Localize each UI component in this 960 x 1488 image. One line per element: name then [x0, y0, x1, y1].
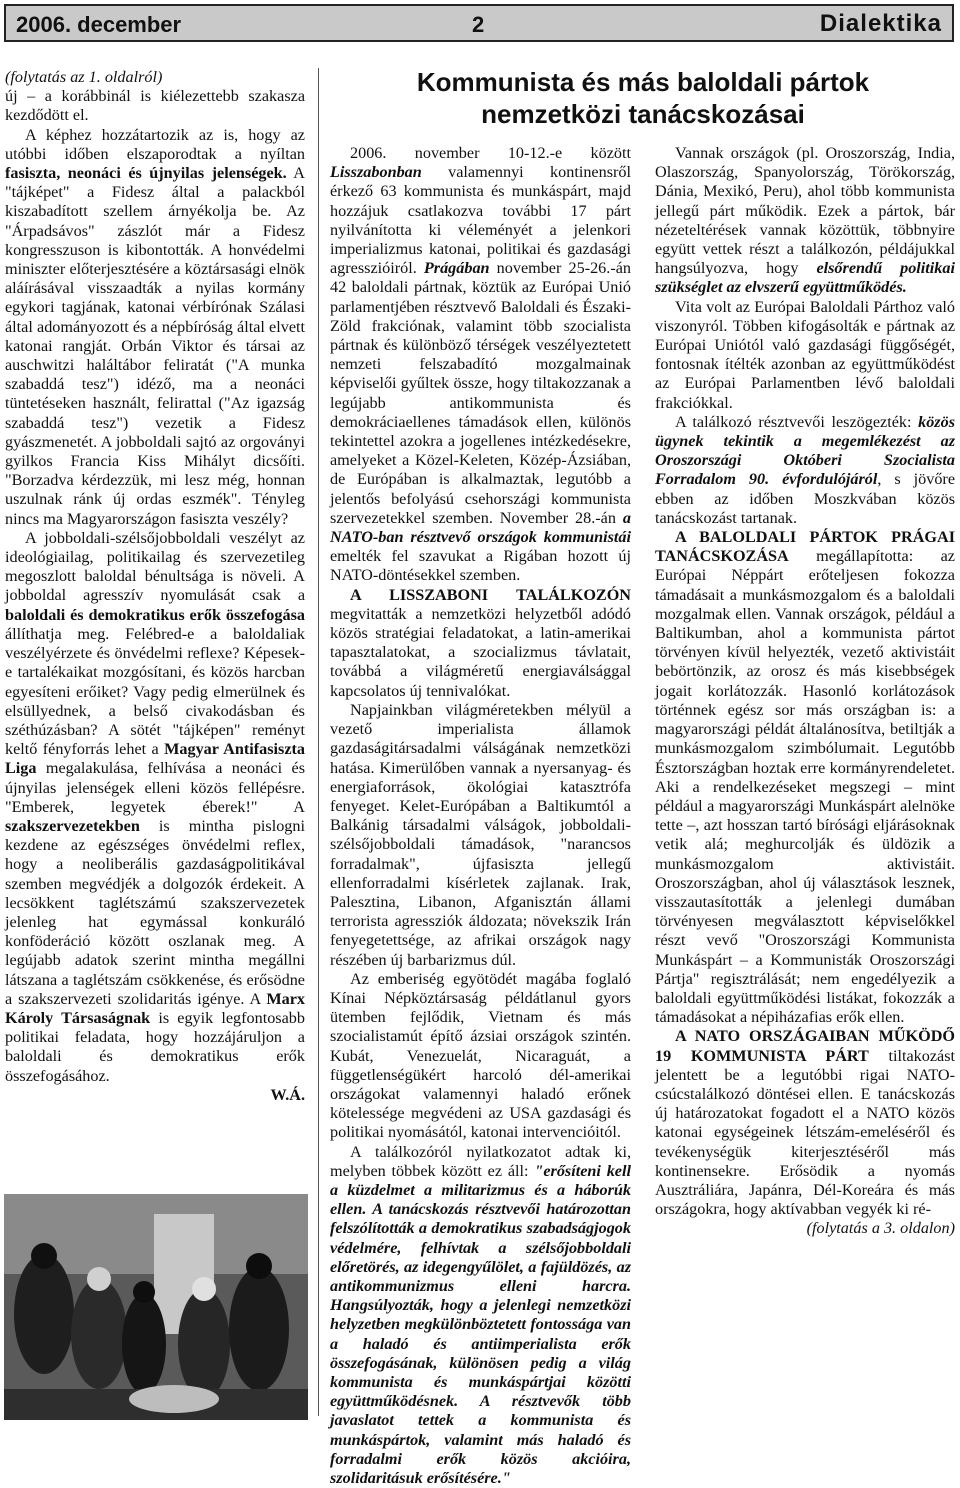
issue-date: 2006. december [16, 12, 182, 37]
section-heading: A NATO ORSZÁGAIBAN MŰKÖDŐ 19 KOMMUNISTA PÁRT [655, 1027, 955, 1065]
author-signature: W.Á. [270, 1085, 305, 1104]
paragraph: A találkozóról nyilatkozatot adtak ki, melyben többek között ez áll: "erősíteni kell a küzdelmet a militarizmus és a háborúk ellen. A tanácskozás résztvevői határozottan felszólították a demokratikus szabadságjogok védelmére, felhívtak a szélsőjobboldali előretörés, az idegengyűlölet, a fajüldözés, az antikommunizmus elleni harcra. Hangsúlyozták, hogy a jelenlegi nemzetközi helyzetben megkülönböztetett fontossága van a haladó és antiimperialista erők összefogásának, különösen pedig a világ kommunista és munkáspártjai közötti együttműködésnek. A résztvevők több javaslatot tettek a kommunista és munkáspártok, valamint más haladó és forradalmi erők közös akcióira, szolidaritásuk erősítésére." [330, 1142, 631, 1488]
section-heading: A LISSZABONI TALÁLKOZÓN [350, 585, 631, 604]
article-headline: Kommunista és más baloldali pártok nemzetközi tanácskozásai [416, 67, 870, 129]
continued-to: (folytatás a 3. oldalon) [806, 1219, 955, 1238]
section-heading: A BALOLDALI PÁRTOK PRÁGAI TANÁCSKOZÁSA [655, 528, 955, 566]
paragraph: Vita volt az Európai Baloldali Párthoz való viszonyról. Többen kifogásolták e pártnak az Európai Uniótól való gazdasági függőségét, fontosnak ítélték azonban az együttműködést az Európai Parlamentben lévő baloldali frakciókkal. [655, 297, 955, 412]
continued-from: (folytatás az 1. oldalról) [5, 68, 163, 86]
news-photo [4, 1194, 308, 1420]
paragraph: 2006. november 10-12.-e között Lisszabonban valamennyi kontinensről érkező 63 kommunista és munkáspárt, majd hozzájuk csatlakozva további 17 párt nyilvánította ki véleményét a jelenkori imperializmus katonai, politikai és gazdasági agresszióiról. Prágában november 25-26.-án 42 baloldali pártnak, köztük az Európai Unió parlamentjében résztvevő Baloldali és Északi-Zöld frakciónak, valamint több szocialista pártnak és különböző térségek veszélyeztetett nemzeti felszabadító mozgalmainak képviselői gyűltek össze, hogy tiltakozzanak a legújabb antikommunista és demokráciaellenes támadások ellen, különös tekintettel azokra a jogellenes intézkedésekre, amelyeket a Közel-Keleten, Közép-Ázsiában, de Európában is alkalmaztak, legutóbb a jelentős befolyású csehországi kommunista szervezetekkel szemben. November 28.-án a NATO-ban résztvevő országok kommunistái emelték fel szavukat a Rigában hozott új NATO-döntésekkel szemben. [330, 144, 631, 585]
column-left [5, 68, 305, 1105]
column-middle [330, 144, 631, 1488]
paragraph: Napjainkban világméretekben mélyül a vezető imperialista államok gazdaságitársadalmi válságának nemzetközi hatása. Kimerülőben vannak a nyersanyag- és energiaforrások, ökológiai katasztrófa fenyeget. Kelet-Európában a Baltikumtól a Balkánig társadalmi válságok, jobboldali-szélsőjobboldali támadások, "narancsos forradalmak", újfasiszta jellegű ellenforradalmi kísérletek zajlanak. Irak, Palesztina, Libanon, Afganisztán állami terrorista agressziók áldozata; növekszik Irán fenyegetettsége, az afrikai országok nagy részében új barbarizmus dúl. [330, 700, 631, 969]
paragraph: Az emberiség egyötödét magába foglaló Kínai Népköztársaság példátlanul gyors ütemben fejlődik, Vietnam és más szocialistamút építő ázsiai országok szintén. Kubát, Venezuelát, Nicaraguát, a függetlenségükért harcoló dél-amerikai országokat valamennyi haladó erőnek kötelessége megvédeni az USA gazdasági és politikai nyomásától, katonai intervencióitól. [330, 969, 631, 1142]
publication-title: Dialektika [819, 10, 942, 37]
page-header [4, 4, 954, 42]
paragraph: A NATO ORSZÁGAIBAN MŰKÖDŐ 19 KOMMUNISTA PÁRT tiltakozást jelentett be a legutóbbi rigai NATO-csúcstalálkozó döntései ellen. E tanácskozás új határozatokat fogadott el a NATO közös katonai egységeinek létszám-emeléséről és tevékenységük kiterjesztéséről más kontinensekre. Erősödik a nyomás Ausztráliára, Japánra, Dél-Koreára és más országokra, hogy aktívabban vegyék ki ré- [655, 1027, 955, 1219]
paragraph: új – a korábbinál is kiélezettebb szakasza kezdődött el. [5, 87, 305, 125]
paragraph: A képhez hozzátartozik az is, hogy az utóbbi időben elszaporodtak a nyíltan fasiszta, neonáci és újnyilas jelenségek. A "tájképet" a Fidesz által a palackból kiszabadított szellem árnyékolja be. Az "Árpadsávos" zászlót már a Fidesz kongresszuson is kibontották. A honvédelmi miniszter előterjesztésére a köztársasági elnök aláírásával visszaadták a nyilas kormány egykori tagjának, katonai vérbírónak Szálasi által adományozott és a népbíróság által elvett katonai rangját. Orbán Viktor és társai az auschwitzi haláltábor feliratát ("A munka szabaddá tesz") idéző, ma a neonáci tüntetéseken használt, felirattal ("Az igazság szabaddá tesz") vezetik a Fidesz gyászmenetét. A jobboldali sajtó az orgoványi gyilkos Francia Kiss Mihályt dicsőíti. "Borzadva kérdezzük, mi lesz még, honnan uszulnak ránk új ordas eszmék". Tényleg nincs ma Magyarországon fasiszta veszély? [5, 125, 305, 528]
paragraph: A jobboldali-szélsőjobboldali veszélyt az ideológiailag, politikailag és szervezetileg megoszlott baloldal bénultsága is növeli. A jobboldal agresszív nyomulását csak a baloldali és demokratikus erők összefogása állíthatja meg. Felébred-e a baloldaliak veszélyérzete és önvédelmi reflexe? Képesek-e tartalékaikat mozgósítani, és közös harcban egyesíteni erőiket? Vagy pedig elmerülnek és elsüllyednek, a belső civakodásban és széthúzásban? A sötét "tájképen" reményt keltő fényforrás lehet a Magyar Antifasiszta Liga megalakulása, felhívása a neonáci és újnyilas jelenségek elleni közös fellépésre. "Emberek, legyetek éberek!" A szakszervezetekben is mintha pislogni kezdene az egészséges önvédelmi reflex, hogy a neoliberális gazdaságpolitikával szemben megvédjék a dolgozók érdekeit. A lecsökkent taglétszámú szakszervezetek jelenleg hat egymással konkuráló konföderáció között oszlanak meg. A legújabb adatok szerint mintha megállni látszana a taglétszám csökkenése, és erősödne a szakszervezeti szolidaritás igénye. A Marx Károly Társaságnak is egyik legfontosabb politikai feladata, hogy hozzájáruljon a baloldali és demokratikus erők összefogásához. [5, 528, 306, 1085]
paragraph: A BALOLDALI PÁRTOK PRÁGAI TANÁCSKOZÁSA megállapította: az Európai Néppárt erőteljesen fokozza támadásait a munkásmozgalom és a baloldali mozgalmak ellen. Vannak országok, például a Baltikumban, ahol a kommunista pártot törvényen kívül helyezték, vezető aktivistáit bebörtönzik, az orosz és más kisebbségek jogait korlátozzák. Hasonló korlátozások történnek egész sor más országban is: a magyarországi példát általánosítva, betiltják a munkásmozgalom szimbólumait. Legutóbb Észtországban hoztak erre kormányrendeletet. Aki a rendelkezéseket megszegi – mint például a magyarországi Munkáspárt alelnöke tette –, azt hosszan tartó bírósági eljárásoknak vetik alá; meghurcolják és üldözik a munkásmozgalom aktivistáit. Oroszországban, ahol új választások lesznek, visszautasították a jelenlegi dumában törvényesen megválasztott képviselőkkel részt vevő "Oroszországi Kommunista Munkáspárt – a Kommunisták Oroszországi Pártja" regisztrálását; nem engedélyezik a baloldali együttműködési listákat, fokozzák a támadásokat a népiházafias erők ellen. [655, 528, 955, 1027]
page-number: 2 [472, 12, 485, 37]
paragraph: A LISSZABONI TALÁLKOZÓN megvitatták a nemzetközi helyzetből adódó közös stratégiai feladatokat, a latin-amerikai tapasztalatokat, a szocializmus távlatait, továbbá a világméretű energiaválsággal kapcsolatos új tennivalókat. [330, 585, 631, 700]
paragraph: A találkozó résztvevői leszögezték: közös ügynek tekintik a megemlékezést az Oroszországi Októberi Szocialista Forradalom 90. évfordulójáról, s jövőre ebben az időben Moszkvában közös tanácskozást tartanak. [655, 412, 955, 527]
photo-image [4, 1194, 308, 1420]
column-divider [318, 68, 319, 1416]
column-right [655, 144, 955, 1239]
paragraph: Vannak országok (pl. Oroszország, India, Olaszország, Spanyolország, Törökország, Dánia, Mexikó, Peru), ahol több kommunista jellegű párt működik. Ezek a pártok, bár nézeteltérések vannak közöttük, többnyire együtt vettek részt a találkozón, példájukkal hangsúlyozva, hogy elsőrendű politikai szükséglet az elvszerű együttműködés. [655, 144, 955, 297]
